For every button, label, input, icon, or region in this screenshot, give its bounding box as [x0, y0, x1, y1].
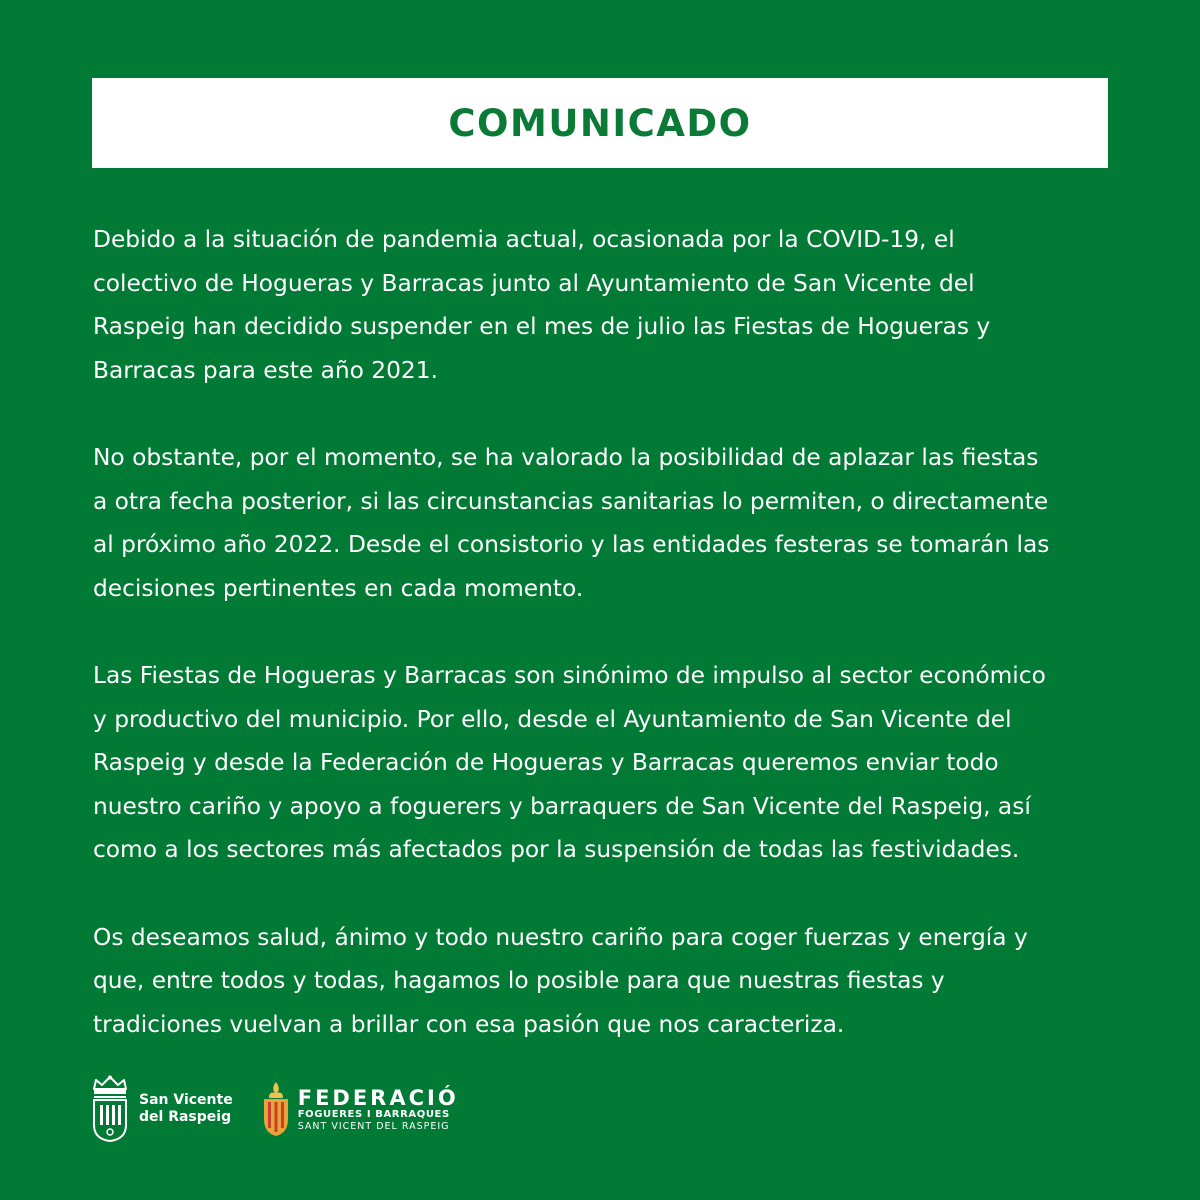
san-vicente-logo [90, 1075, 233, 1143]
federacio-logo [261, 1081, 459, 1137]
san-vicente-line2: del Raspeig [139, 1109, 232, 1125]
announcement-body [93, 218, 1113, 1046]
federacio-emblem-icon [261, 1081, 291, 1137]
paragraph-2: No obstante, por el momento, se ha valorado la posibilidad de aplazar las fiestas a otra fecha posterior, si las circunstancias sanitarias lo permiten, o directamente al próximo año 2022. Desde el consistorio y las entidades festeras se tomarán las decisiones pertinentes en cada momento. [93, 443, 1050, 602]
paragraph-1: Debido a la situación de pandemia actual, ocasionada por la COVID-19, el colectivo de Hogueras y Barracas junto al Ayuntamiento de San Vicente del Raspeig han decidido suspender en el mes de julio las Fiestas de Hogueras y Barracas para este año 2021. [93, 226, 991, 384]
paragraph-4: Os deseamos salud, ánimo y todo nuestro cariño para coger fuerzas y energía y que, entre todos y todas, hagamos lo posible para que nuestras fiestas y tradiciones vuelvan a brillar con esa pasión que nos caracteriza. [93, 923, 1028, 1038]
federacio-subtitle: FOGUERES I BARRAQUES [297, 1108, 450, 1120]
paragraph-3: Las Fiestas de Hogueras y Barracas son sinónimo de impulso al sector económico y productivo del municipio. Por ello, desde el Ayuntamiento de San Vicente del Raspeig y desde la Federación de Hogueras y Barracas queremos enviar todo nuestro cariño y apoyo a foguerers y barraquers de San Vicente del Raspeig, así como a los sectores más afectados por la suspensión de todas las festividades. [93, 661, 1046, 864]
footer-logos [90, 1074, 459, 1144]
page-title: COMUNICADO [448, 101, 752, 145]
header-banner [92, 78, 1108, 168]
coat-of-arms-icon [90, 1075, 130, 1143]
federacio-title: FEDERACIÓ [297, 1085, 459, 1110]
federacio-place: SANT VICENT DEL RASPEIG [297, 1120, 450, 1132]
san-vicente-line1: San Vicente [139, 1092, 233, 1108]
